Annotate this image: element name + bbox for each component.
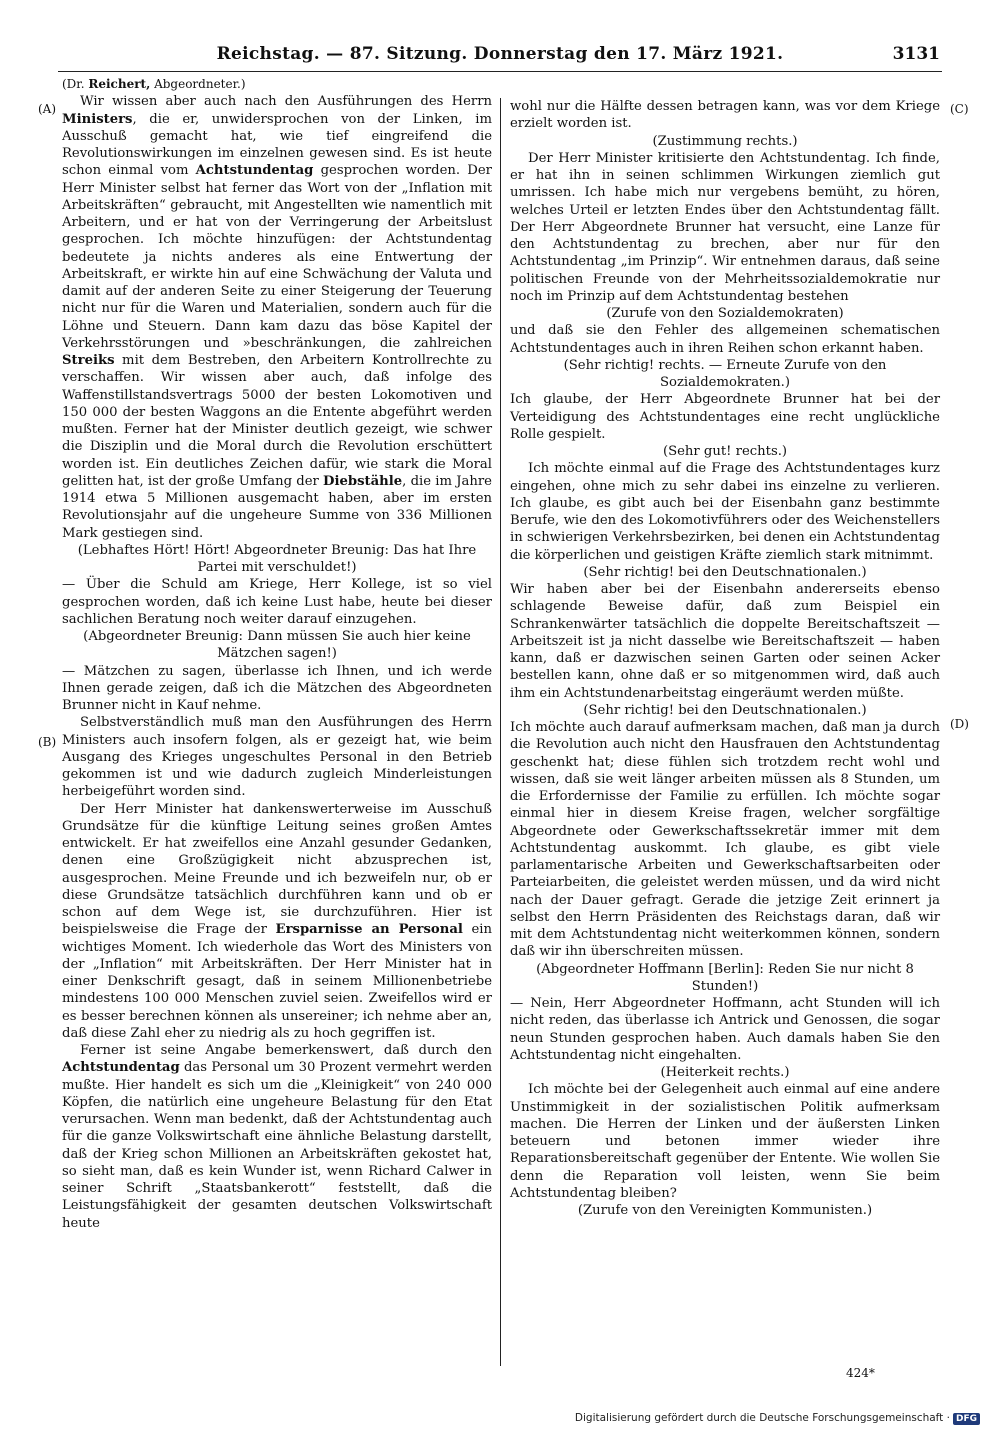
paragraph: Der Herr Minister kritisierte den Achtstundentag. Ich finde, er hat ihn in seinen schlimmen Wirkungen ziemlich gut umrissen. Ich habe mich nur vergebens bemüht, zu hören, welches Urteil er letzten Endes über den Achtstundentag fällt. Der Herr Abgeordnete Brunner hat versucht, eine Lanze für den Achtstundentag zu brechen, aber nur für den Achtstundentag „im Prinzip“. Wir entnehmen daraus, daß seine politischen Freunde von der Mehrheitssozialdemokratie nur noch im Prinzip auf dem Achtstundentag bestehen	[510, 150, 940, 304]
margin-mark-d: (D)	[950, 717, 969, 731]
footer-text: Digitalisierung gefördert durch die Deutsche Forschungsgemeinschaft ·	[574, 1412, 950, 1424]
interjection: (Sehr richtig! bei den Deutschnationalen.)	[583, 564, 867, 580]
digitization-footer	[575, 1412, 980, 1425]
speaker-line: (Dr. Reichert, Abgeordneter.)	[62, 77, 246, 91]
paragraph: und daß sie den Fehler des allgemeinen schematischen Achtstundentages auch in ihren Reihen schon erkannt haben.	[510, 323, 940, 356]
margin-mark-c: (C)	[950, 102, 969, 116]
speaker-role: Abgeordneter.	[154, 77, 241, 91]
paragraph: Wir wissen aber auch nach den Ausführungen des Herrn Ministers, die er, unwidersprochen von der Linken, im Ausschuß gemacht hat, wie tief eingreifend die Revolutionswirkungen im einzelnen gewesen sind. Es ist heute schon einmal vom Achtstundentag gesprochen worden. Der Herr Minister selbst hat ferner das Wort von der „Inflation mit Arbeitskräften“ gebraucht, mit Angestellten wie namentlich mit Arbeitern, und er hat von der Verringerung der Arbeitslust gesprochen. Ich möchte hinzufügen: der Achtstundentag bedeutete ja nichts anderes als eine Entwertung der Arbeitskraft, er wirkte hin auf eine Schwächung der Valuta und damit auf der anderen Seite zu einer Steigerung der Teuerung nicht nur für die Waren und Materialien, sondern auch für die Löhne und Steuern. Dann kam dazu das böse Kapitel der Verkehrsstörungen und »beschränkungen, die zahlreichen Streiks mit dem Bestreben, den Arbeitern Kontrollrechte zu verschaffen. Wir wissen aber auch, daß infolge des Waffenstillstandsvertrags 5000 der besten Lokomotiven und 150 000 der besten Waggons an die Entente abgeführt werden mußten. Ferner hat der Minister deutlich gezeigt, wie schwer die Disziplin und die Moral durch die Revolution erschüttert worden ist. Ein deutliches Zeichen dafür, wie stark die Moral gelitten hat, ist der große Umfang der Diebstähle, die im Jahre 1914 etwa 5 Millionen ausgemacht haben, aber im ersten Revolutionsjahr auf die ungeheure Summe von 336 Millionen Mark gestiegen sind.	[62, 94, 492, 541]
paragraph: Wir haben aber bei der Eisenbahn andererseits ebenso schlagende Beweise dafür, daß zum Beispiel ein Schrankenwärter tatsächlich die doppelte Bereitschaftszeit — Arbeitszeit ist ja nicht dasselbe wie Bereitschaftszeit — haben kann, daß er dazwischen seinen Garten oder seinen Acker bestellen kann, ohne daß er so mitgenommen wird, daß auch ihm ein Achtstundenarbeitstag eingeräumt werden müßte.	[510, 582, 940, 701]
margin-mark-b: (B)	[38, 735, 57, 749]
speaker-name: Reichert,	[88, 77, 151, 91]
paragraph: Ich möchte bei der Gelegenheit auch einmal auf eine andere Unstimmigkeit in der sozialistischen Politik aufmerksam machen. Die Herren der Linken und der äußersten Linken beteuern und betonen immer wieder ihre Reparationsbereitschaft gegenüber der Entente. Wie wollen Sie denn die Reparation voll leisten, wenn Sie beim Achtstundentag bleiben?	[510, 1082, 940, 1201]
paragraph: — Nein, Herr Abgeordneter Hoffmann, acht Stunden will ich nicht reden, das überlasse ich Antrick und Genossen, die sogar neun Stunden gesprochen haben. Auch damals haben Sie den Achtstundentag nicht eingehalten.	[510, 996, 940, 1063]
column-divider	[500, 98, 501, 1366]
running-title: Reichstag. — 87. Sitzung. Donnerstag den 17. März 1921.	[216, 44, 784, 64]
page-number: 3131	[892, 44, 940, 64]
paragraph: Ich glaube, der Herr Abgeordnete Brunner hat bei der Verteidigung des Achtstundentages eine recht unglückliche Rolle gespielt.	[510, 392, 940, 442]
interjection: (Zustimmung rechts.)	[652, 133, 798, 149]
signature-mark: 424*	[846, 1366, 875, 1380]
dfg-logo: DFG	[953, 1413, 980, 1425]
interjection: (Zurufe von den Sozialdemokraten)	[606, 306, 844, 321]
page-header	[0, 44, 1000, 74]
paragraph: — Über die Schuld am Kriege, Herr Kollege, ist so viel gesprochen worden, daß ich keine Lust habe, heute bei dieser sachlichen Beratung noch weiter darauf einzugehen.	[62, 577, 492, 627]
interjection: (Lebhaftes Hört! Hört! Abgeordneter Breunig: Das hat Ihre Partei mit verschuldet!)	[77, 542, 477, 575]
interjection: (Sehr richtig! rechts. — Erneute Zurufe von den Sozialdemokraten.)	[563, 357, 887, 390]
paragraph: Ich möchte auch darauf aufmerksam machen, daß man ja durch die Revolution auch nicht den Hausfrauen den Achtstundentag geschenkt hat; diese fühlen sich trotzdem recht wohl und wissen, daß sie weit länger arbeiten müssen als 8 Stunden, um die Erfordernisse der Familie zu erfüllen. Ich möchte sogar einmal hier in diesem Kreise fragen, welcher sorgfältige Abgeordnete oder Gewerkschaftssekretär immer mit dem Achtstundentag auskommt. Ich glaube, es gibt viele parlamentarische Arbeiten und Gewerkschaftsarbeiten oder Parteiarbeiten, die geleistet werden müssen, und da wird nicht nach der Dauer gefragt. Gerade die jetzige Zeit erinnert ja selbst den Herrn Präsidenten des Reichstags daran, daß wir mit dem Achtstundentag nicht weiterkommen können, sondern daß wir ihn überschreiten müssen.	[510, 720, 940, 960]
interjection: (Sehr gut! rechts.)	[662, 444, 788, 459]
paragraph: Selbstverständlich muß man den Ausführungen des Herrn Ministers auch insofern folgen, als er gezeigt hat, wie beim Ausgang des Krieges ungeschultes Personal in den Betrieb gekommen ist und wie dadurch zugleich Minderleistungen herbeigeführt worden sind.	[62, 715, 492, 800]
header-rule	[58, 71, 942, 72]
paragraph: wohl nur die Hälfte dessen betragen kann, was vor dem Kriege erzielt worden ist.	[510, 99, 940, 132]
paragraph: Ferner ist seine Angabe bemerkenswert, daß durch den Achtstundentag das Personal um 30 Prozent vermehrt werden mußte. Hier handelt es sich um die „Kleinigkeit“ von 240 000 Köpfen, die natürlich eine ungeheure Belastung für den Etat verursachen. Wenn man bedenkt, daß der Achtstundentag auch für die ganze Volkswirtschaft eine ähnliche Belastung darstellt, daß der Krieg schon Millionen an Arbeitskräften gekostet hat, so sieht man, daß es kein Wunder ist, wenn Richard Calwer in seiner Schrift „Staatsbankerott“ feststellt, daß die Leistungsfähigkeit der gesamten deutschen Volkswirtschaft heute	[62, 1043, 492, 1231]
left-column	[62, 76, 492, 1232]
interjection: (Abgeordneter Breunig: Dann müssen Sie auch hier keine Mätzchen sagen!)	[83, 629, 471, 662]
paragraph: Ich möchte einmal auf die Frage des Achtstundentages kurz eingehen, ohne mich zu sehr dabei ins einzelne zu verlieren. Ich glaube, es gibt auch bei der Eisenbahn ganz bestimmte Berufe, wie den des Lokomotivführers oder des Weichenstellers in schwierigen Verkehrsbezirken, bei denen ein Achtstundentag die körperlichen und geistigen Kräfte ziemlich stark mitnimmt.	[510, 461, 940, 563]
paragraph: Der Herr Minister hat dankenswerterweise im Ausschuß Grundsätze für die künftige Leitung seines großen Amtes entwickelt. Er hat zweifellos eine Anzahl gesunder Gedanken, denen eine Großzügigkeit nicht abzusprechen ist, ausgesprochen. Meine Freunde und ich bezweifeln nur, ob er diese Grundsätze tatsächlich durchführen kann und ob er schon auf dem Wege ist, sie durchzuführen. Hier ist beispielsweise die Frage der Ersparnisse an Personal ein wichtiges Moment. Ich wiederhole das Wort des Ministers von der „Inflation“ mit Arbeitskräften. Der Herr Minister hat in einer Denkschrift gesagt, daß in seinem Millionenbetriebe mindestens 100 000 Menschen zuviel seien. Zweifellos wird er es besser berechnen können als unsereiner; ich nehme aber an, daß diese Zahl eher zu niedrig als zu hoch gegriffen ist.	[62, 801, 492, 1041]
paragraph: — Mätzchen zu sagen, überlasse ich Ihnen, und ich werde Ihnen gerade zeigen, daß ich die Mätzchen des Abgeordneten Brunner nicht in Kauf nehme.	[62, 663, 492, 713]
interjection: (Heiterkeit rechts.)	[660, 1065, 790, 1080]
right-column	[510, 98, 940, 1219]
interjection: (Sehr richtig! bei den Deutschnationalen.)	[583, 702, 867, 718]
interjection: (Abgeordneter Hoffmann [Berlin]: Reden Sie nur nicht 8 Stunden!)	[536, 961, 914, 994]
interjection: (Zurufe von den Vereinigten Kommunisten.)	[577, 1203, 873, 1218]
margin-mark-a: (A)	[38, 102, 57, 116]
